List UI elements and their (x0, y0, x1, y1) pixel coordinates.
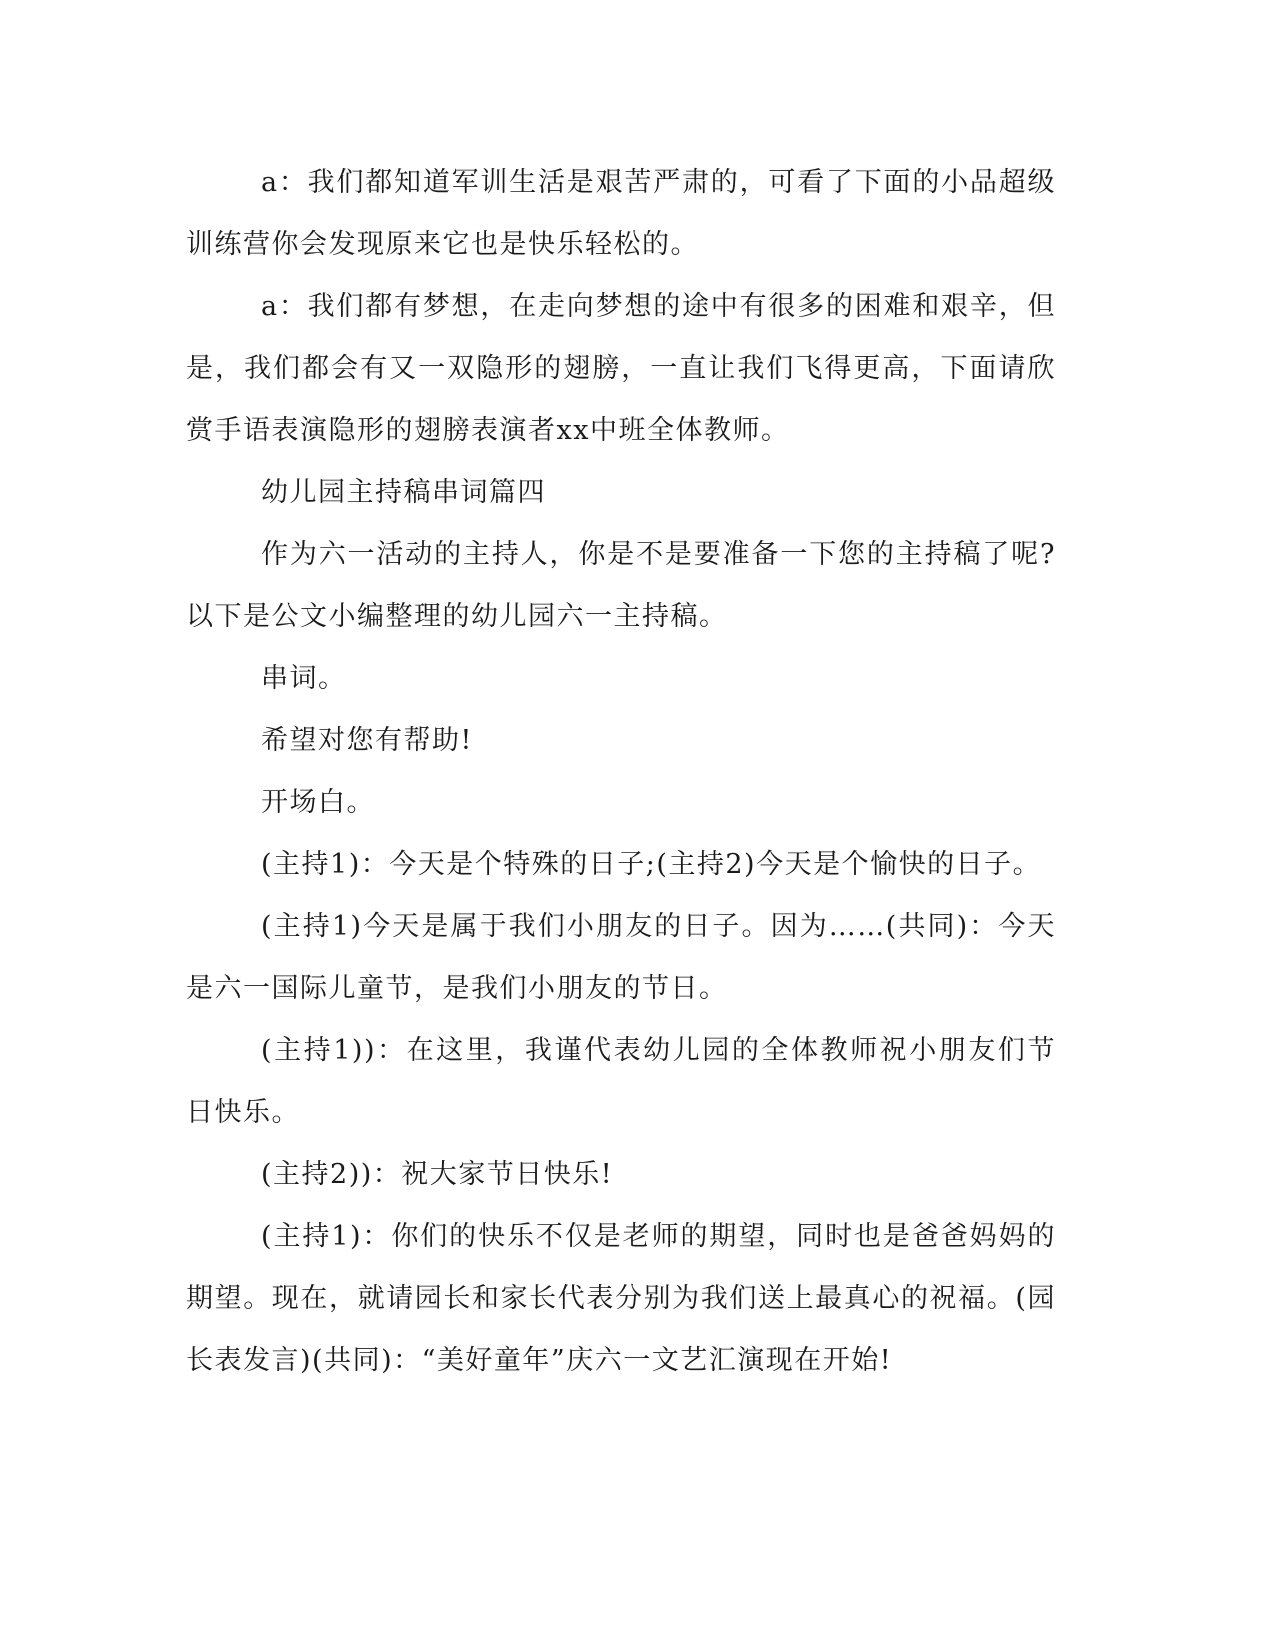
paragraph: a：我们都有梦想，在走向梦想的途中有很多的困难和艰辛，但是，我们都会有又一双隐形的翅膀，一直让我们飞得更高，下面请欣赏手语表演隐形的翅膀表演者xx中班全体教师。 (186, 291, 1056, 446)
paragraph: (主持2))：祝大家节日快乐! (261, 1159, 614, 1190)
document-body (186, 152, 1056, 1392)
paragraph: (主持1)今天是属于我们小朋友的日子。因为……(共同)：今天是六一国际儿童节，是我们小朋友的节日。 (186, 911, 1056, 1004)
paragraph: a：我们都知道军训生活是艰苦严肃的，可看了下面的小品超级训练营你会发现原来它也是快乐轻松的。 (186, 167, 1056, 260)
paragraph: 希望对您有帮助! (261, 725, 473, 756)
paragraph: 开场白。 (261, 787, 375, 818)
paragraph: 作为六一活动的主持人，你是不是要准备一下您的主持稿了呢?以下是公文小编整理的幼儿园六一主持稿。 (186, 539, 1056, 632)
paragraph: 串词。 (261, 663, 347, 694)
paragraph: (主持1)：你们的快乐不仅是老师的期望，同时也是爸爸妈妈的期望。现在，就请园长和家长代表分别为我们送上最真心的祝福。(园长表发言)(共同)：“美好童年”庆六一文艺汇演现在开始! (186, 1221, 1056, 1376)
section-heading: 幼儿园主持稿串词篇四 (261, 477, 546, 508)
paragraph: (主持1))：在这里，我谨代表幼儿园的全体教师祝小朋友们节日快乐。 (186, 1035, 1056, 1128)
paragraph: (主持1)：今天是个特殊的日子;(主持2)今天是个愉快的日子。 (261, 849, 1042, 880)
